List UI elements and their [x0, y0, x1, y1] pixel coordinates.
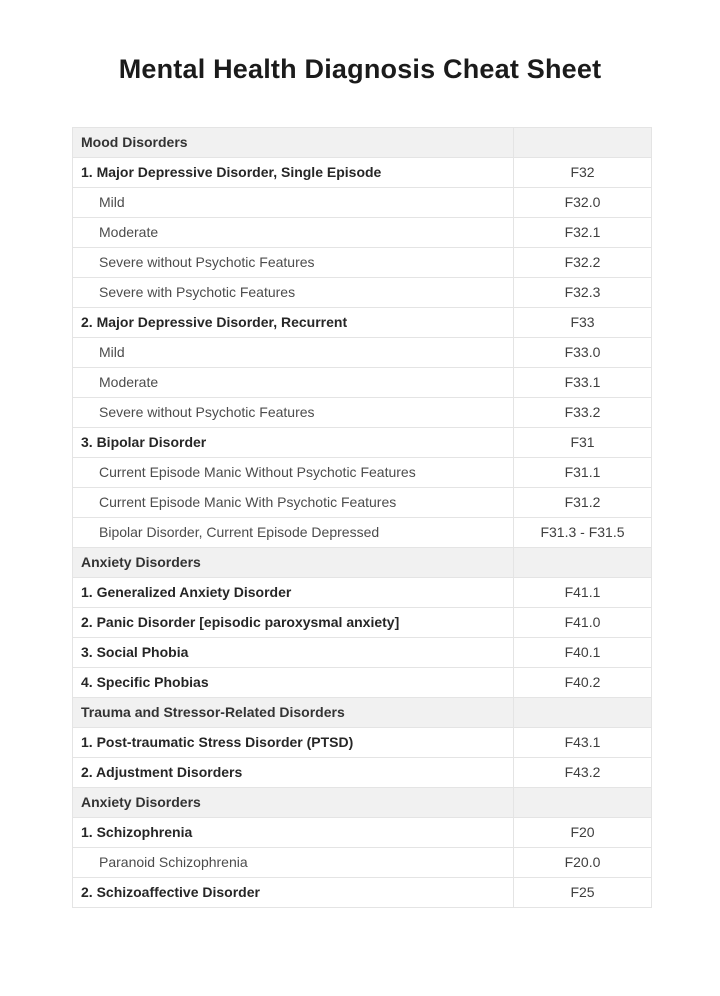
- diagnosis-label: Severe with Psychotic Features: [73, 278, 514, 308]
- diagnosis-label: Current Episode Manic Without Psychotic Features: [73, 458, 514, 488]
- diagnosis-row: [73, 578, 652, 608]
- diagnosis-row: [73, 488, 652, 518]
- icd-code: F40.1: [514, 638, 652, 668]
- icd-code: F31.2: [514, 488, 652, 518]
- diagnosis-label: Paranoid Schizophrenia: [73, 848, 514, 878]
- diagnosis-row: [73, 188, 652, 218]
- diagnosis-row: [73, 398, 652, 428]
- section-title: Anxiety Disorders: [73, 548, 514, 578]
- diagnosis-table-body: [73, 128, 652, 908]
- diagnosis-table: [72, 127, 652, 908]
- diagnosis-label: 1. Major Depressive Disorder, Single Episode: [73, 158, 514, 188]
- diagnosis-row: [73, 428, 652, 458]
- icd-code: F33.0: [514, 338, 652, 368]
- diagnosis-row: [73, 848, 652, 878]
- diagnosis-row: [73, 818, 652, 848]
- icd-code: F43.1: [514, 728, 652, 758]
- icd-code: F33.2: [514, 398, 652, 428]
- diagnosis-row: [73, 248, 652, 278]
- diagnosis-row: [73, 368, 652, 398]
- diagnosis-row: [73, 638, 652, 668]
- icd-code: F31.1: [514, 458, 652, 488]
- icd-code: F20.0: [514, 848, 652, 878]
- diagnosis-row: [73, 458, 652, 488]
- diagnosis-label: 4. Specific Phobias: [73, 668, 514, 698]
- icd-code: F33: [514, 308, 652, 338]
- diagnosis-label: 1. Post-traumatic Stress Disorder (PTSD): [73, 728, 514, 758]
- icd-code: F43.2: [514, 758, 652, 788]
- section-header-row: [73, 788, 652, 818]
- page-title: Mental Health Diagnosis Cheat Sheet: [118, 54, 602, 84]
- diagnosis-label: 3. Social Phobia: [73, 638, 514, 668]
- icd-code: F32.2: [514, 248, 652, 278]
- diagnosis-row: [73, 218, 652, 248]
- icd-code: [514, 128, 652, 158]
- icd-code: [514, 698, 652, 728]
- diagnosis-label: 2. Adjustment Disorders: [73, 758, 514, 788]
- section-title: Mood Disorders: [73, 128, 514, 158]
- diagnosis-row: [73, 878, 652, 908]
- diagnosis-row: [73, 338, 652, 368]
- icd-code: F41.1: [514, 578, 652, 608]
- diagnosis-row: [73, 518, 652, 548]
- diagnosis-row: [73, 158, 652, 188]
- diagnosis-label: 2. Panic Disorder [episodic paroxysmal anxiety]: [73, 608, 514, 638]
- diagnosis-label: Mild: [73, 188, 514, 218]
- diagnosis-label: Severe without Psychotic Features: [73, 248, 514, 278]
- diagnosis-label: 1. Generalized Anxiety Disorder: [73, 578, 514, 608]
- section-title: Trauma and Stressor-Related Disorders: [73, 698, 514, 728]
- diagnosis-row: [73, 278, 652, 308]
- icd-code: F31: [514, 428, 652, 458]
- icd-code: F32.3: [514, 278, 652, 308]
- section-title: Anxiety Disorders: [73, 788, 514, 818]
- icd-code: [514, 548, 652, 578]
- diagnosis-row: [73, 668, 652, 698]
- diagnosis-label: 3. Bipolar Disorder: [73, 428, 514, 458]
- icd-code: F20: [514, 818, 652, 848]
- icd-code: F33.1: [514, 368, 652, 398]
- diagnosis-row: [73, 308, 652, 338]
- diagnosis-label: Current Episode Manic With Psychotic Features: [73, 488, 514, 518]
- icd-code: F40.2: [514, 668, 652, 698]
- icd-code: F32.1: [514, 218, 652, 248]
- diagnosis-label: 2. Schizoaffective Disorder: [73, 878, 514, 908]
- diagnosis-label: 1. Schizophrenia: [73, 818, 514, 848]
- diagnosis-label: Moderate: [73, 368, 514, 398]
- icd-code: [514, 788, 652, 818]
- section-header-row: [73, 128, 652, 158]
- diagnosis-row: [73, 758, 652, 788]
- icd-code: F31.3 - F31.5: [514, 518, 652, 548]
- icd-code: F25: [514, 878, 652, 908]
- section-header-row: [73, 698, 652, 728]
- icd-code: F32.0: [514, 188, 652, 218]
- diagnosis-row: [73, 608, 652, 638]
- diagnosis-row: [73, 728, 652, 758]
- section-header-row: [73, 548, 652, 578]
- diagnosis-label: Bipolar Disorder, Current Episode Depressed: [73, 518, 514, 548]
- diagnosis-label: Mild: [73, 338, 514, 368]
- icd-code: F32: [514, 158, 652, 188]
- diagnosis-label: Moderate: [73, 218, 514, 248]
- diagnosis-label: 2. Major Depressive Disorder, Recurrent: [73, 308, 514, 338]
- diagnosis-label: Severe without Psychotic Features: [73, 398, 514, 428]
- icd-code: F41.0: [514, 608, 652, 638]
